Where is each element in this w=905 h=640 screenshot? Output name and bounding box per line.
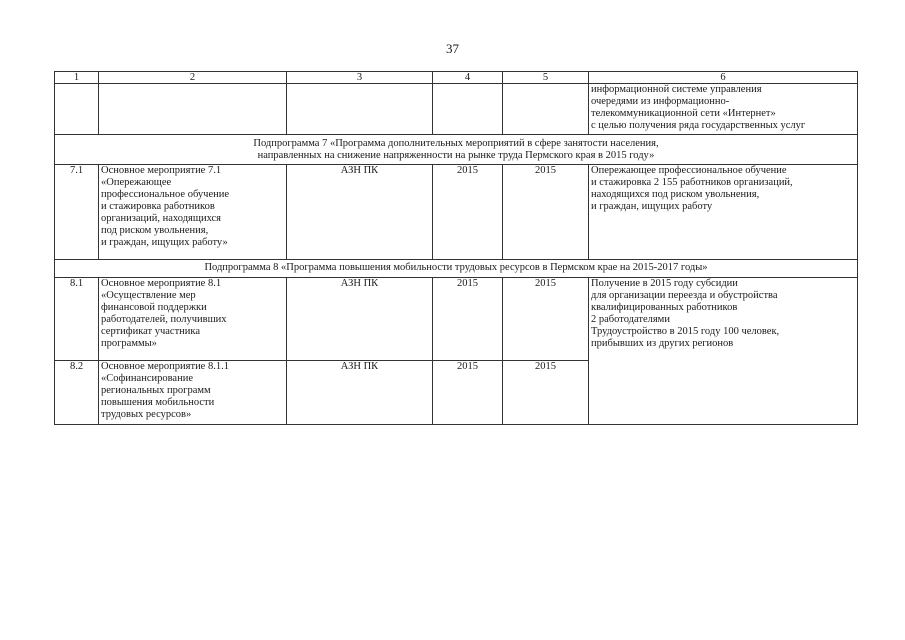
column-number: 4 xyxy=(433,72,503,84)
executor: АЗН ПК xyxy=(287,165,433,260)
table-row xyxy=(55,165,858,260)
empty-cell xyxy=(99,84,287,135)
column-number: 1 xyxy=(55,72,99,84)
end-year: 2015 xyxy=(503,165,589,260)
executor: АЗН ПК xyxy=(287,361,433,425)
subprogram-7-title: Подпрограмма 7 «Программа дополнительных мероприятий в сфере занятости населения, направленных на снижение напряженности на рынке труда Пермского края в 2015 году» xyxy=(55,135,858,165)
empty-cell xyxy=(55,84,99,135)
page-number: 37 xyxy=(446,41,459,56)
empty-cell xyxy=(433,84,503,135)
measure-name: Основное мероприятие 8.1.1 «Софинансирование региональных программ повышения мобильности трудовых ресурсов» xyxy=(99,361,287,425)
column-number: 2 xyxy=(99,72,287,84)
start-year: 2015 xyxy=(433,165,503,260)
table-row xyxy=(55,278,858,361)
continuation-row xyxy=(55,84,858,135)
row-number: 7.1 xyxy=(55,165,99,260)
row-number: 8.1 xyxy=(55,278,99,361)
measures-table xyxy=(54,71,858,425)
end-year: 2015 xyxy=(503,361,589,425)
end-year: 2015 xyxy=(503,278,589,361)
subprogram-row xyxy=(55,135,858,165)
measure-name: Основное мероприятие 8.1 «Осуществление мер финансовой поддержки работодателей, получивших сертификат участника программы» xyxy=(99,278,287,361)
empty-cell xyxy=(503,84,589,135)
result-cell: Получение в 2015 году субсидии для организации переезда и обустройства квалифицированных работников 2 работодателями Трудоустройство в 2015 году 100 человек, прибывших из других регионов xyxy=(589,278,858,425)
empty-cell xyxy=(287,84,433,135)
start-year: 2015 xyxy=(433,361,503,425)
executor: АЗН ПК xyxy=(287,278,433,361)
subprogram-row xyxy=(55,260,858,278)
start-year: 2015 xyxy=(433,278,503,361)
measure-name: Основное мероприятие 7.1 «Опережающее профессиональное обучение и стажировка работников организаций, находящихся под риском увольнения, и граждан, ищущих работу» xyxy=(99,165,287,260)
column-number-row xyxy=(55,72,858,84)
result-cell: Опережающее профессиональное обучение и стажировка 2 155 работников организаций, находящихся под риском увольнения, и граждан, ищущих работу xyxy=(589,165,858,260)
column-number: 3 xyxy=(287,72,433,84)
column-number: 6 xyxy=(589,72,858,84)
result-cell: информационной системе управления очередями из информационно- телекоммуникационной сети «Интернет» с целью получения ряда государственных услуг xyxy=(589,84,858,135)
column-number: 5 xyxy=(503,72,589,84)
row-number: 8.2 xyxy=(55,361,99,425)
subprogram-8-title: Подпрограмма 8 «Программа повышения мобильности трудовых ресурсов в Пермском крае на 2015-2017 годы» xyxy=(55,260,858,278)
